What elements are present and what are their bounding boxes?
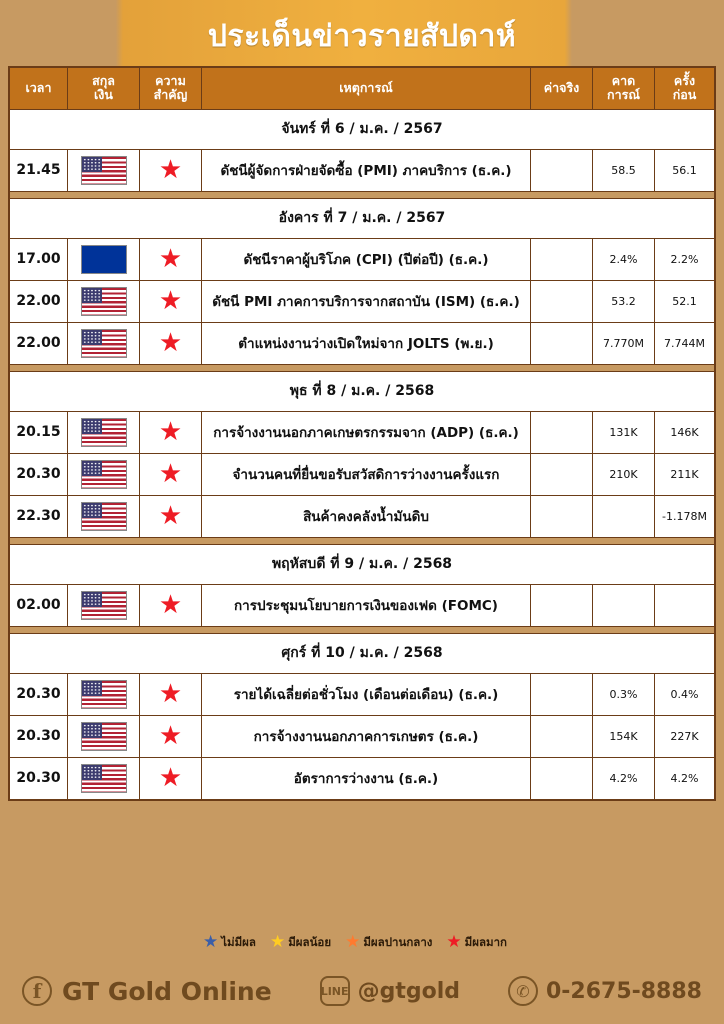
- legend-star-icon: ★: [269, 932, 286, 952]
- importance-star-icon: ★: [158, 679, 183, 710]
- us-flag: [81, 460, 127, 489]
- cell-time: 22.00: [10, 280, 68, 322]
- day-header-row: [10, 544, 715, 584]
- cell-importance: [140, 673, 202, 715]
- cell-currency: [68, 322, 140, 364]
- phone-block[interactable]: [508, 976, 702, 1006]
- cell-actual: [531, 495, 593, 537]
- cell-forecast: [593, 584, 655, 626]
- table-row: [10, 411, 715, 453]
- cell-actual: [531, 322, 593, 364]
- cell-event: ตำแหน่งงานว่างเปิดใหม่จาก JOLTS (พ.ย.): [202, 322, 531, 364]
- table-row: [10, 715, 715, 757]
- cell-currency: [68, 495, 140, 537]
- cell-forecast: [593, 495, 655, 537]
- importance-star-icon: ★: [158, 590, 183, 621]
- legend-label: มีผลน้อย: [288, 935, 332, 949]
- importance-star-icon: ★: [158, 286, 183, 317]
- cell-event: ดัชนีผู้จัดการฝ่ายจัดซื้อ (PMI) ภาคบริการ (ธ.ค.): [202, 149, 531, 191]
- cell-currency: [68, 715, 140, 757]
- cell-forecast: 4.2%: [593, 757, 655, 799]
- cell-time: 20.30: [10, 715, 68, 757]
- col-header-forecast: [593, 68, 655, 110]
- legend-label: มีผลมาก: [464, 935, 508, 949]
- table-row: [10, 149, 715, 191]
- cell-previous: 0.4%: [655, 673, 715, 715]
- cell-actual: [531, 715, 593, 757]
- day-header-row: [10, 371, 715, 411]
- phone-icon: ✆: [508, 976, 538, 1006]
- cell-importance: [140, 495, 202, 537]
- cell-importance: [140, 322, 202, 364]
- day-label: พุธ ที่ 8 / ม.ค. / 2568: [10, 371, 715, 411]
- importance-star-icon: ★: [158, 721, 183, 752]
- day-label: อังคาร ที่ 7 / ม.ค. / 2567: [10, 198, 715, 238]
- cell-previous: 146K: [655, 411, 715, 453]
- us-flag: [81, 502, 127, 531]
- page-footer: [0, 958, 724, 1024]
- importance-star-icon: ★: [158, 417, 183, 448]
- col-header-event: เหตุการณ์: [202, 68, 531, 110]
- cell-importance: [140, 715, 202, 757]
- table-row: [10, 453, 715, 495]
- us-flag: [81, 591, 127, 620]
- line-id: @gtgold: [357, 978, 461, 1004]
- cell-time: 20.30: [10, 453, 68, 495]
- cell-currency: [68, 280, 140, 322]
- line-block[interactable]: [320, 976, 460, 1006]
- cell-importance: [140, 238, 202, 280]
- cell-previous: 7.744M: [655, 322, 715, 364]
- cell-time: 02.00: [10, 584, 68, 626]
- cell-importance: [140, 280, 202, 322]
- cell-actual: [531, 149, 593, 191]
- table-row: [10, 280, 715, 322]
- col-header-currency-line1: สกุล: [92, 73, 115, 88]
- cell-event: รายได้เฉลี่ยต่อชั่วโมง (เดือนต่อเดือน) (ธ.ค.): [202, 673, 531, 715]
- eu-flag: [81, 245, 127, 274]
- cell-time: 21.45: [10, 149, 68, 191]
- day-header-row: [10, 633, 715, 673]
- us-flag: [81, 722, 127, 751]
- line-icon: LINE: [320, 976, 350, 1006]
- cell-importance: [140, 584, 202, 626]
- cell-previous: 52.1: [655, 280, 715, 322]
- cell-currency: [68, 149, 140, 191]
- cell-forecast: 2.4%: [593, 238, 655, 280]
- col-header-previous-line1: ครั้ง: [673, 73, 696, 88]
- cell-previous: 4.2%: [655, 757, 715, 799]
- day-header-row: [10, 109, 715, 149]
- col-header-actual: ค่าจริง: [531, 68, 593, 110]
- cell-previous: [655, 584, 715, 626]
- importance-star-icon: ★: [158, 155, 183, 186]
- cell-actual: [531, 673, 593, 715]
- cell-time: 22.00: [10, 322, 68, 364]
- day-label: ศุกร์ ที่ 10 / ม.ค. / 2568: [10, 633, 715, 673]
- cell-forecast: 58.5: [593, 149, 655, 191]
- cell-actual: [531, 411, 593, 453]
- cell-event: ดัชนี PMI ภาคการบริการจากสถาบัน (ISM) (ธ.ค.): [202, 280, 531, 322]
- legend-label: ไม่มีผล: [221, 935, 256, 949]
- cell-currency: [68, 238, 140, 280]
- group-spacer: [10, 191, 715, 198]
- cell-forecast: 7.770M: [593, 322, 655, 364]
- legend-star-icon: ★: [446, 932, 462, 952]
- day-header-row: [10, 198, 715, 238]
- table-row: [10, 238, 715, 280]
- col-header-importance-line1: ความ: [155, 73, 186, 88]
- spacer-cell: [10, 537, 715, 544]
- table-row: [10, 584, 715, 626]
- phone-number: 0-2675-8888: [545, 978, 702, 1004]
- cell-event: ดัชนีราคาผู้บริโภค (CPI) (ปีต่อปี) (ธ.ค.): [202, 238, 531, 280]
- cell-time: 17.00: [10, 238, 68, 280]
- cell-event: การจ้างงานนอกภาคการเกษตร (ธ.ค.): [202, 715, 531, 757]
- us-flag: [81, 329, 127, 358]
- importance-star-icon: ★: [158, 328, 183, 359]
- cell-previous: 2.2%: [655, 238, 715, 280]
- cell-currency: [68, 757, 140, 799]
- cell-previous: -1.178M: [655, 495, 715, 537]
- table-row: [10, 757, 715, 799]
- us-flag: [81, 418, 127, 447]
- cell-event: สินค้าคงคลังน้ำมันดิบ: [202, 495, 531, 537]
- cell-previous: 211K: [655, 453, 715, 495]
- importance-star-icon: ★: [158, 763, 183, 794]
- table-row: [10, 495, 715, 537]
- col-header-forecast-line2: การณ์: [607, 87, 640, 103]
- calendar-body: [10, 109, 715, 799]
- cell-importance: [140, 453, 202, 495]
- cell-actual: [531, 584, 593, 626]
- cell-time: 22.30: [10, 495, 68, 537]
- cell-event: การประชุมนโยบายการเงินของเฟด (FOMC): [202, 584, 531, 626]
- cell-forecast: 210K: [593, 453, 655, 495]
- cell-currency: [68, 411, 140, 453]
- importance-star-icon: ★: [158, 501, 183, 532]
- cell-time: 20.15: [10, 411, 68, 453]
- day-label: พฤหัสบดี ที่ 9 / ม.ค. / 2568: [10, 544, 715, 584]
- calendar-table: [9, 67, 715, 800]
- us-flag: [81, 680, 127, 709]
- legend-star-icon: ★: [345, 932, 361, 952]
- importance-star-icon: ★: [158, 459, 183, 490]
- economic-calendar-table: [8, 66, 716, 801]
- cell-time: 20.30: [10, 757, 68, 799]
- col-header-importance-line2: สำคัญ: [153, 87, 188, 103]
- cell-forecast: 131K: [593, 411, 655, 453]
- cell-event: อัตราการว่างงาน (ธ.ค.): [202, 757, 531, 799]
- cell-currency: [68, 673, 140, 715]
- col-header-importance: [140, 68, 202, 110]
- page-title: ประเด็นข่าวรายสัปดาห์: [207, 19, 517, 54]
- legend-label: มีผลปานกลาง: [363, 935, 433, 949]
- importance-star-icon: ★: [158, 244, 183, 275]
- col-header-forecast-line1: คาด: [611, 73, 636, 88]
- us-flag: [81, 764, 127, 793]
- cell-importance: [140, 149, 202, 191]
- spacer-cell: [10, 191, 715, 198]
- facebook-icon: f: [22, 976, 52, 1006]
- us-flag: [81, 156, 127, 185]
- cell-actual: [531, 280, 593, 322]
- legend-star-icon: ★: [202, 932, 219, 952]
- cell-forecast: 0.3%: [593, 673, 655, 715]
- col-header-currency: [68, 68, 140, 110]
- facebook-block[interactable]: [22, 976, 272, 1006]
- group-spacer: [10, 537, 715, 544]
- table-row: [10, 322, 715, 364]
- group-spacer: [10, 626, 715, 633]
- table-header-row: [10, 68, 715, 110]
- cell-previous: 227K: [655, 715, 715, 757]
- cell-currency: [68, 584, 140, 626]
- cell-event: การจ้างงานนอกภาคเกษตรกรรมจาก (ADP) (ธ.ค.): [202, 411, 531, 453]
- cell-currency: [68, 453, 140, 495]
- col-header-currency-line2: เงิน: [94, 87, 113, 103]
- cell-previous: 56.1: [655, 149, 715, 191]
- cell-forecast: 154K: [593, 715, 655, 757]
- cell-actual: [531, 453, 593, 495]
- spacer-cell: [10, 626, 715, 633]
- col-header-previous: [655, 68, 715, 110]
- importance-legend: [0, 934, 724, 952]
- cell-actual: [531, 238, 593, 280]
- page-header: [0, 0, 724, 66]
- col-header-previous-line2: ก่อน: [672, 87, 697, 103]
- cell-actual: [531, 757, 593, 799]
- cell-time: 20.30: [10, 673, 68, 715]
- cell-event: จำนวนคนที่ยื่นขอรับสวัสดิการว่างงานครั้งแรก: [202, 453, 531, 495]
- table-row: [10, 673, 715, 715]
- us-flag: [81, 287, 127, 316]
- day-label: จันทร์ ที่ 6 / ม.ค. / 2567: [10, 109, 715, 149]
- cell-importance: [140, 411, 202, 453]
- brand-name: GT Gold Online: [62, 976, 272, 1006]
- cell-forecast: 53.2: [593, 280, 655, 322]
- col-header-time: เวลา: [10, 68, 68, 110]
- spacer-cell: [10, 364, 715, 371]
- cell-importance: [140, 757, 202, 799]
- group-spacer: [10, 364, 715, 371]
